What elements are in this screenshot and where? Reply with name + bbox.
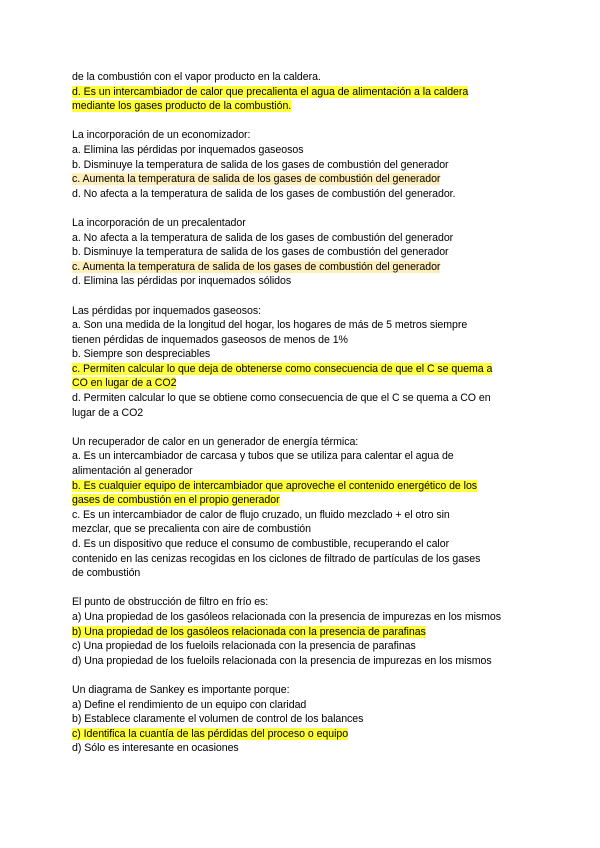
question-text [72, 683, 532, 698]
line-text: d. No afecta a la temperatura de salida de los gases de combustión del generador. [72, 187, 456, 200]
line-text: a. No afecta a la temperatura de salida de los gases de combustión del generador [72, 231, 454, 244]
highlighted-answer: gases de combustión en el propio generador [72, 494, 280, 507]
question-text [72, 435, 532, 450]
highlighted-answer: c. Aumenta la temperatura de salida de los gases de combustión del generador [72, 260, 441, 273]
answer-line [72, 85, 532, 100]
paragraph-gap [72, 420, 532, 435]
line-text: de la combustión con el vapor producto en la caldera. [72, 71, 321, 83]
line-text: La incorporación de un precalentador [72, 216, 246, 229]
line-text: El punto de obstrucción de filtro en frío es: [72, 596, 269, 609]
line-text: alimentación al generador [72, 465, 193, 478]
answer-line [72, 625, 532, 640]
question-text [72, 595, 532, 610]
answer-line [72, 479, 532, 494]
answer-line [72, 274, 532, 289]
answer-line [72, 347, 532, 362]
line-text: lugar de a CO2 [72, 406, 144, 419]
line-text: contenido en las cenizas recogidas en los ciclones de filtrado de partículas de los gases [72, 552, 481, 565]
answer-line [72, 449, 532, 464]
answer-line [72, 99, 532, 114]
line-text: mezclar, que se precalienta con aire de combustión [72, 523, 311, 536]
question-block-q4 [72, 435, 532, 581]
line-text: Un diagrama de Sankey es importante porque: [72, 683, 290, 696]
highlighted-answer: c. Aumenta la temperatura de salida de los gases de combustión del generador [72, 173, 441, 186]
question-text [72, 128, 532, 143]
highlighted-answer: CO en lugar de a CO2 [72, 377, 177, 390]
answer-line [72, 187, 532, 202]
paragraph-gap [72, 289, 532, 304]
highlighted-answer: d. Es un intercambiador de calor que precalienta el agua de alimentación a la caldera [72, 85, 469, 98]
line-text: de combustión [72, 567, 141, 580]
question-text [72, 304, 532, 319]
document-page [72, 70, 532, 756]
answer-line [72, 610, 532, 625]
line-text: Un recuperador de calor en un generador de energía térmica: [72, 435, 359, 448]
line-text: Las pérdidas por inquemados gaseosos: [72, 304, 261, 317]
answer-line [72, 493, 532, 508]
answer-line [72, 391, 532, 406]
line-text: d) Sólo es interesante en ocasiones [72, 742, 239, 755]
answer-line [72, 741, 532, 756]
answer-line [72, 231, 532, 246]
highlighted-answer: c) Identifica la cuantía de las pérdidas del proceso o equipo [72, 727, 349, 740]
answer-line [72, 522, 532, 537]
answer-line [72, 654, 532, 669]
answer-line [72, 537, 532, 552]
answer-line [72, 552, 532, 567]
line-text: b. Disminuye la temperatura de salida de los gases de combustión del generador [72, 158, 449, 171]
highlighted-answer: b. Es cualquier equipo de intercambiador que aproveche el contenido energético de los [72, 479, 478, 492]
question-block-q1 [72, 128, 532, 201]
question-block-q2 [72, 216, 532, 289]
answer-line [72, 464, 532, 479]
answer-line [72, 172, 532, 187]
paragraph-gap [72, 581, 532, 596]
answer-line [72, 362, 532, 377]
line-text: a. Elimina las pérdidas por inquemados gaseosos [72, 143, 304, 156]
line-text: a) Una propiedad de los gasóleos relacionada con la presencia de impurezas en los mismos [72, 610, 502, 623]
line-text: d. Permiten calcular lo que se obtiene como consecuencia de que el C se quema a CO en [72, 392, 491, 405]
question-block-q5 [72, 595, 532, 668]
answer-line [72, 639, 532, 654]
line-text: b. Disminuye la temperatura de salida de los gases de combustión del generador [72, 246, 449, 259]
paragraph-gap [72, 201, 532, 216]
line-text: La incorporación de un economizador: [72, 129, 251, 142]
line-text: c. Es un intercambiador de calor de flujo cruzado, un fluido mezclado + el otro sin [72, 508, 450, 521]
answer-line [72, 508, 532, 523]
answer-line [72, 712, 532, 727]
answer-line [72, 406, 532, 421]
line-text: a. Es un intercambiador de carcasa y tubos que se utiliza para calentar el agua de [72, 450, 454, 463]
answer-line [72, 333, 532, 348]
highlighted-answer: c. Permiten calcular lo que deja de obtenerse como consecuencia de que el C se quema a [72, 362, 493, 375]
line-text: c) Una propiedad de los fueloils relacionada con la presencia de parafinas [72, 640, 416, 653]
line-text: d) Una propiedad de los fueloils relacionada con la presencia de impurezas en los mismos [72, 654, 492, 667]
question-block-q3 [72, 304, 532, 421]
question-block-q6 [72, 683, 532, 756]
line-text: d. Elimina las pérdidas por inquemados sólidos [72, 275, 292, 288]
paragraph-gap [72, 668, 532, 683]
line-text: a) Define el rendimiento de un equipo con claridad [72, 698, 307, 711]
answer-line [72, 260, 532, 275]
line-text: d. Es un dispositivo que reduce el consumo de combustible, recuperando el calor [72, 538, 450, 550]
answer-line [72, 566, 532, 581]
question-block-q0 [72, 70, 532, 114]
answer-line [72, 245, 532, 260]
line-text: tienen pérdidas de inquemados gaseosos de menos de 1% [72, 333, 348, 346]
question-text [72, 216, 532, 231]
answer-line [72, 70, 532, 85]
answer-line [72, 698, 532, 713]
line-text: b) Establece claramente el volumen de control de los balances [72, 713, 364, 726]
answer-line [72, 143, 532, 158]
answer-line [72, 727, 532, 742]
answer-line [72, 318, 532, 333]
highlighted-answer: mediante los gases producto de la combustión. [72, 100, 292, 113]
answer-line [72, 376, 532, 391]
highlighted-answer: b) Una propiedad de los gasóleos relacionada con la presencia de parafinas [72, 625, 426, 638]
line-text: b. Siempre son despreciables [72, 348, 211, 361]
paragraph-gap [72, 114, 532, 129]
line-text: a. Son una medida de la longitud del hogar, los hogares de más de 5 metros siempre [72, 319, 468, 332]
answer-line [72, 158, 532, 173]
